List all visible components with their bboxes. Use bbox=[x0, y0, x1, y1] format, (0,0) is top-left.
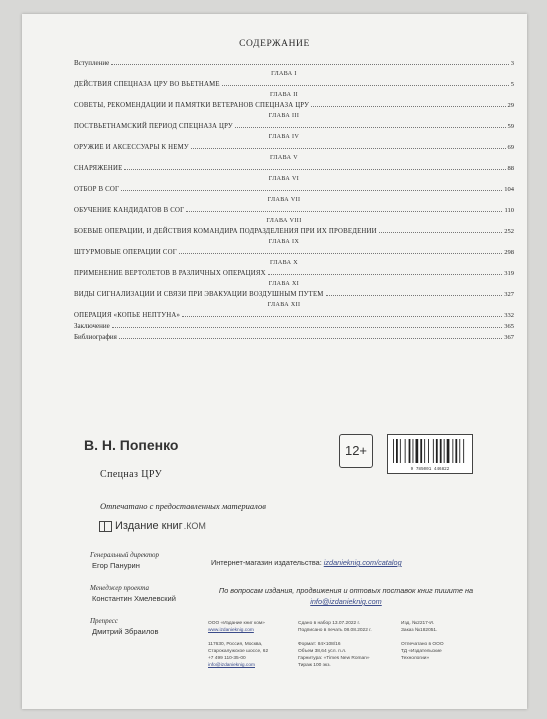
toc-entry bbox=[74, 289, 514, 300]
toc-entry-page: 59 bbox=[507, 123, 514, 130]
toc-entry-page: 3 bbox=[510, 60, 514, 67]
toc-chapter-heading: ГЛАВА V bbox=[269, 155, 298, 161]
imprint-line: Изд. №2217-И. bbox=[401, 621, 435, 626]
printed-note: Отпечатано с предоставленных материалов bbox=[100, 501, 266, 511]
toc-chapter-heading: ГЛАВА VIII bbox=[266, 218, 302, 224]
toc-entry bbox=[74, 247, 514, 258]
toc-chapter-heading: ГЛАВА II bbox=[269, 92, 299, 98]
toc-leader-dots bbox=[179, 252, 502, 254]
toc-entry-page: 88 bbox=[507, 165, 514, 172]
toc-leader-dots bbox=[182, 315, 502, 317]
toc-entry-title: Заключение bbox=[74, 322, 110, 330]
toc-leader-dots bbox=[379, 231, 502, 233]
credit-role: Препресс bbox=[90, 617, 118, 625]
toc-leader-dots bbox=[121, 189, 502, 191]
barcode-bar bbox=[416, 439, 419, 463]
book-page bbox=[22, 14, 527, 709]
age-rating-badge: 12+ bbox=[339, 434, 373, 468]
toc-entry-title: ОБУЧЕНИЕ КАНДИДАТОВ В СОГ bbox=[74, 207, 185, 214]
toc-entry-page: 367 bbox=[504, 334, 514, 341]
credit-role: Генеральный директор bbox=[90, 551, 160, 559]
imprint-line: Тираж 100 экз. bbox=[298, 663, 331, 668]
credit-person: Константин Хмелевский bbox=[92, 594, 176, 603]
toc-chapter-heading: ГЛАВА XII bbox=[267, 302, 301, 308]
imprint-line: ООО «Издание книг ком» bbox=[208, 621, 265, 626]
barcode-bar bbox=[455, 439, 457, 463]
barcode-number: 9 785001 446822 bbox=[410, 467, 450, 472]
toc-leader-dots bbox=[111, 63, 509, 65]
toc-chapter-heading: ГЛАВА III bbox=[268, 113, 300, 119]
barcode-bar bbox=[413, 439, 414, 463]
toc-entry bbox=[74, 268, 514, 279]
toc-entry-page: 29 bbox=[507, 102, 514, 109]
toc-entry-page: 104 bbox=[504, 186, 514, 193]
barcode-bar bbox=[396, 439, 398, 463]
imprint-print-details bbox=[298, 620, 372, 669]
toc-entry-title: СОВЕТЫ, РЕКОМЕНДАЦИИ И ПАМЯТКИ ВЕТЕРАНОВ СПЕЦНАЗА ЦРУ bbox=[74, 102, 310, 109]
barcode-bar bbox=[405, 439, 406, 463]
toc-entry bbox=[74, 184, 514, 195]
toc-entry-page: 5 bbox=[510, 81, 514, 88]
toc-entry-page: 69 bbox=[507, 144, 514, 151]
shop-label: Интернет-магазин издательства: bbox=[211, 558, 324, 567]
toc-entry bbox=[74, 58, 514, 69]
publisher-name: Издание книг bbox=[115, 520, 183, 532]
toc-chapter-heading: ГЛАВА X bbox=[269, 260, 298, 266]
toc-entry bbox=[74, 205, 514, 216]
imprint-line: Технологии» bbox=[401, 656, 430, 661]
toc-entry-title: ВИДЫ СИГНАЛИЗАЦИИ И СВЯЗИ ПРИ ЭВАКУАЦИИ ВОЗДУШНЫМ ПУТЕМ bbox=[74, 291, 324, 298]
barcode-bar bbox=[409, 439, 411, 463]
toc-leader-dots bbox=[112, 326, 503, 328]
barcode-bar bbox=[436, 439, 438, 463]
table-of-contents bbox=[74, 58, 514, 343]
inquiry-label: По вопросам издания, продвижения и оптовых поставок книг пишите на bbox=[218, 586, 474, 595]
imprint-line: Формат: 84×108/16 bbox=[298, 642, 341, 647]
book-title: Спецназ ЦРУ bbox=[100, 469, 163, 480]
toc-leader-dots bbox=[326, 294, 503, 296]
toc-entry-title: ОПЕРАЦИЯ «КОПЬЕ НЕПТУНА» bbox=[74, 312, 181, 319]
credit-person: Егор Панурин bbox=[92, 561, 140, 570]
barcode-bar bbox=[459, 439, 460, 463]
barcode-bar bbox=[447, 439, 450, 463]
barcode-bar bbox=[440, 439, 442, 463]
toc-leader-dots bbox=[186, 210, 502, 212]
barcode-bar bbox=[452, 439, 453, 463]
toc-entry bbox=[74, 142, 514, 153]
toc-chapter-heading: ГЛАВА VII bbox=[267, 197, 301, 203]
toc-entry-title: СНАРЯЖЕНИЕ bbox=[74, 165, 123, 172]
toc-entry-title: Библиография bbox=[74, 333, 117, 341]
toc-entry-title: ПРИМЕНЕНИЕ ВЕРТОЛЕТОВ В РАЗЛИЧНЫХ ОПЕРАЦИЯХ bbox=[74, 270, 266, 277]
toc-entry-title: БОЕВЫЕ ОПЕРАЦИИ, И ДЕЙСТВИЯ КОМАНДИРА ПОДРАЗДЕЛЕНИЯ ПРИ ИХ ПРОВЕДЕНИИ bbox=[74, 228, 377, 235]
toc-entry bbox=[74, 332, 514, 343]
imprint-publisher bbox=[208, 620, 268, 669]
imprint-order-details bbox=[401, 620, 444, 662]
inquiry-text bbox=[211, 585, 481, 607]
credit-person: Дмитрий Збраилов bbox=[92, 627, 159, 636]
imprint-line bbox=[298, 634, 372, 641]
barcode bbox=[387, 434, 473, 474]
toc-chapter-heading: ГЛАВА I bbox=[271, 71, 297, 77]
toc-leader-dots bbox=[124, 168, 505, 170]
toc-entry-title: ДЕЙСТВИЯ СПЕЦНАЗА ЦРУ ВО ВЬЕТНАМЕ bbox=[74, 81, 220, 88]
toc-entry-title: Вступление bbox=[74, 59, 110, 67]
toc-entry-page: 298 bbox=[504, 249, 514, 256]
toc-leader-dots bbox=[191, 147, 506, 149]
imprint-line: ТД «Издательские bbox=[401, 649, 442, 654]
toc-entry-title: ПОСТВЬЕТНАМСКИЙ ПЕРИОД СПЕЦНАЗА ЦРУ bbox=[74, 123, 233, 130]
imprint-line: Сдано в набор 13.07.2022 г. bbox=[298, 621, 361, 626]
shop-line bbox=[211, 558, 402, 567]
toc-entry bbox=[74, 79, 514, 90]
shop-link[interactable]: izdanieknig.com/catalog bbox=[323, 558, 402, 567]
toc-leader-dots bbox=[268, 273, 503, 275]
toc-leader-dots bbox=[235, 126, 506, 128]
toc-entry-page: 252 bbox=[504, 228, 514, 235]
toc-title: СОДЕРЖАНИЕ bbox=[239, 39, 310, 49]
imprint-line: Объем 38,64 усл. п.л. bbox=[298, 649, 347, 654]
toc-leader-dots bbox=[222, 84, 509, 86]
toc-entry bbox=[74, 310, 514, 321]
email-link[interactable]: info@izdanieknig.com bbox=[310, 597, 382, 606]
toc-entry-page: 365 bbox=[504, 323, 514, 330]
barcode-bar bbox=[463, 439, 464, 463]
toc-entry-page: 319 bbox=[504, 270, 514, 277]
toc-chapter-heading: ГЛАВА IV bbox=[268, 134, 300, 140]
imprint-line bbox=[208, 634, 268, 641]
barcode-bar bbox=[428, 439, 429, 463]
barcode-bar bbox=[433, 439, 434, 463]
toc-chapter-heading: ГЛАВА IX bbox=[268, 239, 300, 245]
barcode-bar bbox=[444, 439, 445, 463]
imprint-line: 117630, Россия, Москва, bbox=[208, 642, 263, 647]
imprint-line: Отпечатано в ООО bbox=[401, 642, 444, 647]
imprint-line bbox=[401, 634, 444, 641]
imprint-line[interactable]: info@izdanieknig.com bbox=[208, 663, 255, 668]
toc-entry-page: 332 bbox=[504, 312, 514, 319]
imprint-line: Старокалужское шоссе, 62 bbox=[208, 649, 269, 654]
toc-chapter-heading: ГЛАВА VI bbox=[268, 176, 300, 182]
author-name: В. Н. Попенко bbox=[84, 437, 179, 453]
barcode-bar bbox=[393, 439, 394, 463]
barcode-bar bbox=[420, 439, 422, 463]
toc-entry bbox=[74, 121, 514, 132]
toc-entry bbox=[74, 163, 514, 174]
publisher-logo bbox=[99, 520, 206, 532]
toc-entry-page: 327 bbox=[504, 291, 514, 298]
publisher-domain: .КОМ bbox=[183, 521, 206, 531]
toc-leader-dots bbox=[119, 337, 502, 339]
toc-entry bbox=[74, 100, 514, 111]
imprint-line: Подписано в печать 08.08.2022 г. bbox=[298, 628, 372, 633]
toc-entry-title: ШТУРМОВЫЕ ОПЕРАЦИИ СОГ bbox=[74, 249, 177, 256]
barcode-bars bbox=[393, 439, 467, 463]
imprint-line: Заказ №182051. bbox=[401, 628, 438, 633]
imprint-line[interactable]: www.izdanieknig.com bbox=[208, 628, 254, 633]
imprint-line: Гарнитура: «Times New Roman» bbox=[298, 656, 370, 661]
book-icon bbox=[99, 521, 112, 532]
barcode-bar bbox=[424, 439, 425, 463]
toc-entry bbox=[74, 321, 514, 332]
toc-chapter-heading: ГЛАВА XI bbox=[268, 281, 300, 287]
toc-entry-title: ОРУЖИЕ И АКСЕССУАРЫ К НЕМУ bbox=[74, 144, 189, 151]
toc-entry-title: ОТБОР В СОГ bbox=[74, 186, 120, 193]
toc-entry-page: 110 bbox=[504, 207, 514, 214]
toc-entry bbox=[74, 226, 514, 237]
credit-role: Менеджер проекта bbox=[90, 584, 149, 592]
imprint-line: +7 499 110-35-00 bbox=[208, 656, 246, 661]
barcode-bar bbox=[400, 439, 401, 463]
toc-leader-dots bbox=[311, 105, 505, 107]
